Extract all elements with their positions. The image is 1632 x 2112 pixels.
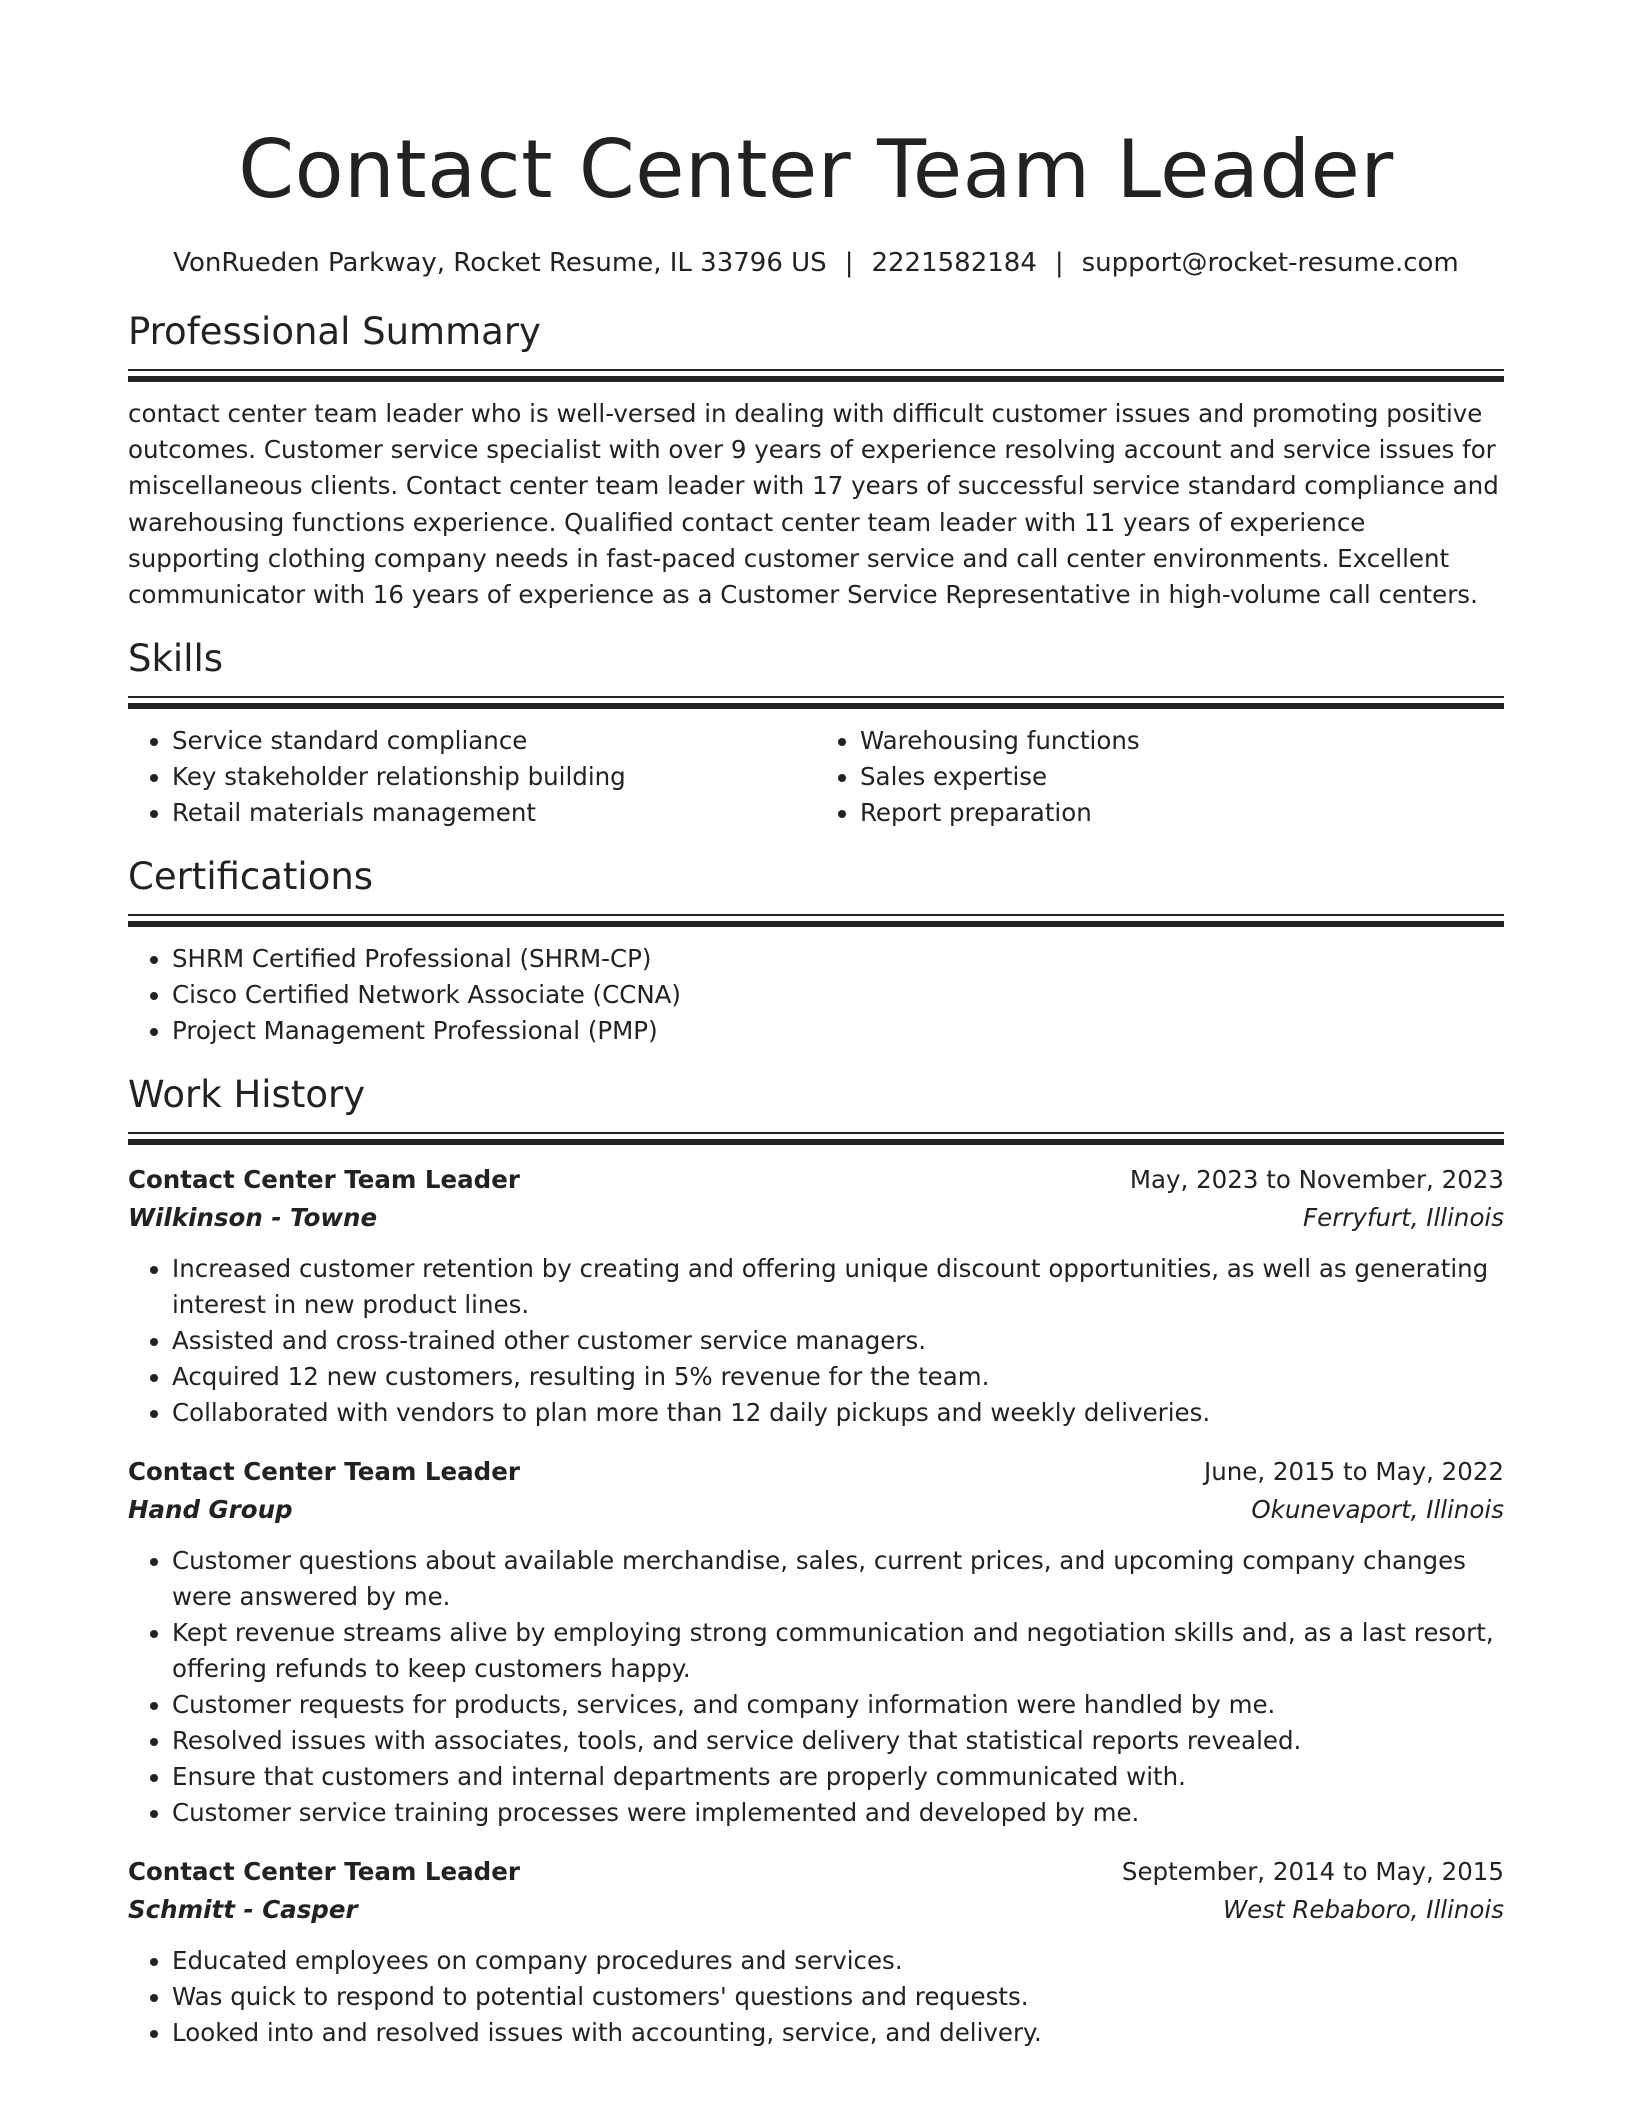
job-entry <box>128 1161 1504 1431</box>
skills-grid <box>128 723 1504 831</box>
section-divider <box>128 1132 1504 1145</box>
skill-item: • Report preparation <box>860 795 1504 831</box>
job-location: West Rebaboro, Illinois <box>1222 1895 1504 1925</box>
job-bullet: • Kept revenue streams alive by employing strong communication and negotiation skills and, as a last resort, offering refunds to keep customers happy. <box>172 1615 1504 1687</box>
job-bullet: • Customer questions about available merchandise, sales, current prices, and upcoming company changes were answered by me. <box>172 1543 1504 1615</box>
summary-text: contact center team leader who is well-versed in dealing with difficult customer issues and promoting positive outcomes. Customer service specialist with over 9 years of experience resolving account and service issues for miscellaneous clients. Contact center team leader with 17 years of successful service standard compliance and warehousing functions experience. Qualified contact center team leader with 11 years of experience supporting clothing company needs in fast-paced customer service and call center environments. Excellent communicator with 16 years of experience as a Customer Service Representative in high-volume call centers. <box>128 399 1499 610</box>
job-company: Schmitt - Casper <box>128 1895 358 1925</box>
section-heading-summary: Professional Summary <box>128 310 541 353</box>
job-company: Wilkinson - Towne <box>128 1203 378 1233</box>
job-subheader-row <box>128 1199 1504 1237</box>
job-company: Hand Group <box>128 1495 293 1525</box>
contact-separator: | <box>1054 248 1064 278</box>
certification-item: • SHRM Certified Professional (SHRM-CP) <box>172 941 1504 977</box>
job-bullet: • Acquired 12 new customers, resulting in 5% revenue for the team. <box>172 1359 1504 1395</box>
job-subheader-row <box>128 1491 1504 1529</box>
job-title: Contact Center Team Leader <box>128 1457 520 1487</box>
job-bullet: • Resolved issues with associates, tools, and service delivery that statistical reports revealed. <box>172 1723 1504 1759</box>
job-bullet: • Was quick to respond to potential customers' questions and requests. <box>172 1979 1504 2015</box>
job-bullet: • Collaborated with vendors to plan more than 12 daily pickups and weekly deliveries. <box>172 1395 1504 1431</box>
job-entry <box>128 1453 1504 1831</box>
section-divider <box>128 369 1504 382</box>
job-dates: September, 2014 to May, 2015 <box>1121 1857 1504 1887</box>
section-divider <box>128 696 1504 709</box>
contact-phone: 2221582184 <box>871 248 1037 278</box>
skills-list-left <box>128 723 816 831</box>
job-bullet: • Ensure that customers and internal departments are properly communicated with. <box>172 1759 1504 1795</box>
job-title: Contact Center Team Leader <box>128 1165 520 1195</box>
section-heading-certifications: Certifications <box>128 855 374 899</box>
skill-item: • Service standard compliance <box>172 723 816 759</box>
job-bullet: • Customer service training processes were implemented and developed by me. <box>172 1795 1504 1831</box>
section-heading-skills: Skills <box>128 637 224 681</box>
certifications-list <box>128 941 1504 1049</box>
skill-item: • Retail materials management <box>172 795 816 831</box>
contact-address: VonRueden Parkway, Rocket Resume, IL 33796 US <box>173 248 827 278</box>
section-work-history <box>128 1071 1504 2051</box>
skill-item: • Key stakeholder relationship building <box>172 759 816 795</box>
job-subheader-row <box>128 1891 1504 1929</box>
job-header-row <box>128 1161 1504 1199</box>
job-dates: June, 2015 to May, 2022 <box>1203 1457 1504 1487</box>
job-bullet: • Educated employees on company procedures and services. <box>172 1943 1504 1979</box>
job-bullet: • Looked into and resolved issues with accounting, service, and delivery. <box>172 2015 1504 2051</box>
contact-separator: | <box>844 248 854 278</box>
resume-title: Contact Center Team Leader <box>238 123 1394 216</box>
contact-email[interactable]: support@rocket-resume.com <box>1081 248 1459 278</box>
section-divider <box>128 914 1504 927</box>
job-dates: May, 2023 to November, 2023 <box>1129 1165 1504 1195</box>
job-location: Okunevaport, Illinois <box>1251 1495 1504 1525</box>
skill-item: • Sales expertise <box>860 759 1504 795</box>
certification-item: • Project Management Professional (PMP) <box>172 1013 1504 1049</box>
skills-list-right <box>816 723 1504 831</box>
section-heading-work-history: Work History <box>128 1073 366 1117</box>
certification-item: • Cisco Certified Network Associate (CCNA) <box>172 977 1504 1013</box>
section-summary <box>128 308 1504 613</box>
job-bullet: • Increased customer retention by creating and offering unique discount opportunities, as well as generating interest in new product lines. <box>172 1251 1504 1323</box>
job-bullets <box>128 1943 1504 2051</box>
job-title: Contact Center Team Leader <box>128 1857 520 1887</box>
job-header-row <box>128 1853 1504 1891</box>
job-entry <box>128 1853 1504 2051</box>
job-bullet: • Customer requests for products, services, and company information were handled by me. <box>172 1687 1504 1723</box>
job-bullets <box>128 1543 1504 1831</box>
contact-line <box>128 246 1504 280</box>
job-bullets <box>128 1251 1504 1431</box>
section-certifications <box>128 853 1504 1049</box>
skill-item: • Warehousing functions <box>860 723 1504 759</box>
job-bullet: • Assisted and cross-trained other customer service managers. <box>172 1323 1504 1359</box>
section-skills <box>128 635 1504 831</box>
job-location: Ferryfurt, Illinois <box>1303 1203 1504 1233</box>
job-header-row <box>128 1453 1504 1491</box>
